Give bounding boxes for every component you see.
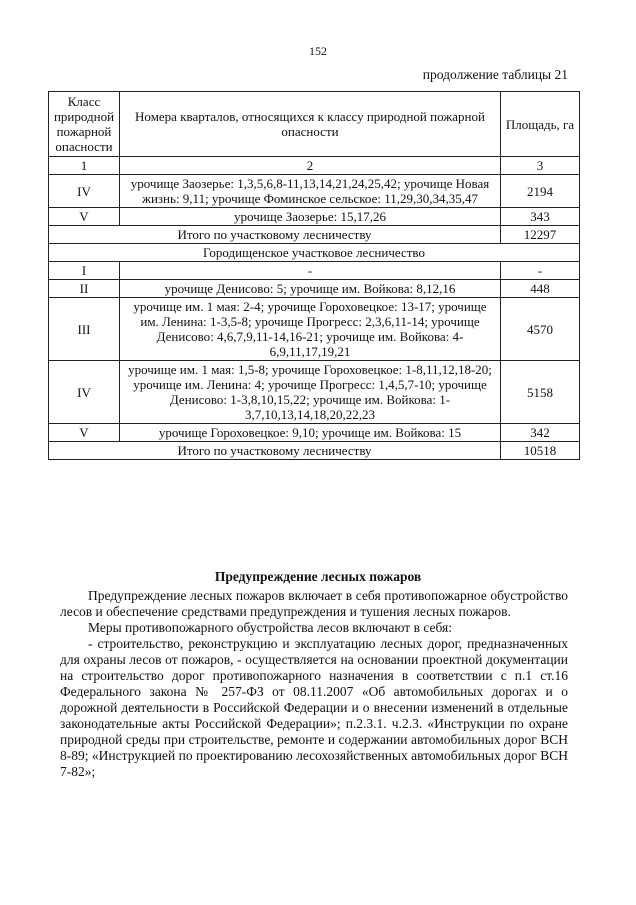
class-cell: V	[49, 208, 120, 226]
body-paragraph: Меры противопожарного обустройства лесов включают в себя:	[88, 620, 452, 635]
area-cell: 4570	[501, 298, 580, 361]
total-row	[49, 442, 580, 460]
total-value: 12297	[501, 226, 580, 244]
header-area: Площадь, га	[501, 92, 580, 157]
body-paragraph: Предупреждение лесных пожаров включает в себя противопожарное обустройство лесов и обеспечение средствами предупреждения и тушения лесных пожаров.	[60, 588, 568, 619]
col-number: 2	[120, 157, 501, 175]
section-title-row	[49, 244, 580, 262]
header-class: Класс природной пожарной опасности	[49, 92, 120, 157]
total-value: 10518	[501, 442, 580, 460]
column-number-row	[49, 157, 580, 175]
class-cell: I	[49, 262, 120, 280]
table-row	[49, 424, 580, 442]
quarters-cell: урочище Гороховецкое: 9,10; урочище им. Войкова: 15	[120, 424, 501, 442]
total-label: Итого по участковому лесничеству	[49, 226, 501, 244]
forest-fire-class-table	[48, 91, 580, 460]
body-paragraph: - строительство, реконструкцию и эксплуатацию лесных дорог, предназначенных для охраны лесов от пожаров, - осуществляется на основании проектной документации на строительство дорог противопожарного назначения в соответствии с п.1 ст.16 Федерального закона № 257-ФЗ от 08.11.2007 «Об автомобильных дорогах и о дорожной деятельности в Российской Федерации и о внесении изменений в отдельные законодательные акты Российской Федерации»; п.2.3.1. ч.2.3. «Инструкции по охране природной среды при строительстве, ремонте и содержании автомобильных дорог ВСН 8-89; «Инструкцией по проектированию лесохозяйственных автомобильных дорог ВСН 7-82»;	[60, 636, 568, 779]
forestry-section-title: Городищенское участковое лесничество	[49, 244, 580, 262]
table-header-row	[49, 92, 580, 157]
area-cell: 2194	[501, 175, 580, 208]
section-heading: Предупреждение лесных пожаров	[214, 569, 422, 584]
table-row	[49, 262, 580, 280]
class-cell: V	[49, 424, 120, 442]
table-row	[49, 175, 580, 208]
area-cell: 448	[501, 280, 580, 298]
quarters-cell: урочище им. 1 мая: 2-4; урочище Гороховецкое: 13-17; урочище им. Ленина: 1-3,5-8; урочище Прогресс: 2,3,6,11-14; урочище Денисово: 4,6,7,9,11-14,16-21; урочище им. Войкова: 4-6,9,11,17,19,21	[120, 298, 501, 361]
quarters-cell: урочище Денисово: 5; урочище им. Войкова: 8,12,16	[120, 280, 501, 298]
total-label: Итого по участковому лесничеству	[49, 442, 501, 460]
class-cell: IV	[49, 361, 120, 424]
quarters-cell: урочище Заозерье: 1,3,5,6,8-11,13,14,21,24,25,42; урочище Новая жизнь: 9,11; урочище Фоминское сельское: 11,29,30,34,35,47	[120, 175, 501, 208]
table-row	[49, 208, 580, 226]
quarters-cell: урочище Заозерье: 15,17,26	[120, 208, 501, 226]
area-cell: 5158	[501, 361, 580, 424]
area-cell: 343	[501, 208, 580, 226]
area-cell: 342	[501, 424, 580, 442]
table-row	[49, 280, 580, 298]
total-row	[49, 226, 580, 244]
fire-prevention-section	[0, 569, 636, 780]
table-row	[49, 298, 580, 361]
header-quarters: Номера кварталов, относящихся к классу природной пожарной опасности	[120, 92, 501, 157]
page-number: 152	[309, 44, 327, 58]
col-number: 1	[49, 157, 120, 175]
col-number: 3	[501, 157, 580, 175]
table-continuation-label: продолжение таблицы 21	[422, 67, 568, 82]
class-cell: IV	[49, 175, 120, 208]
table-row	[49, 361, 580, 424]
quarters-cell: урочище им. 1 мая: 1,5-8; урочище Гороховецкое: 1-8,11,12,18-20; урочище им. Ленина: 4; урочище Прогресс: 1,4,5,7-10; урочище Денисово: 1-3,8,10,15,22; урочище им. Войкова: 1-3,7,10,13,14,18,20,22,23	[120, 361, 501, 424]
class-cell: III	[49, 298, 120, 361]
area-cell: -	[501, 262, 580, 280]
quarters-cell: -	[120, 262, 501, 280]
class-cell: II	[49, 280, 120, 298]
